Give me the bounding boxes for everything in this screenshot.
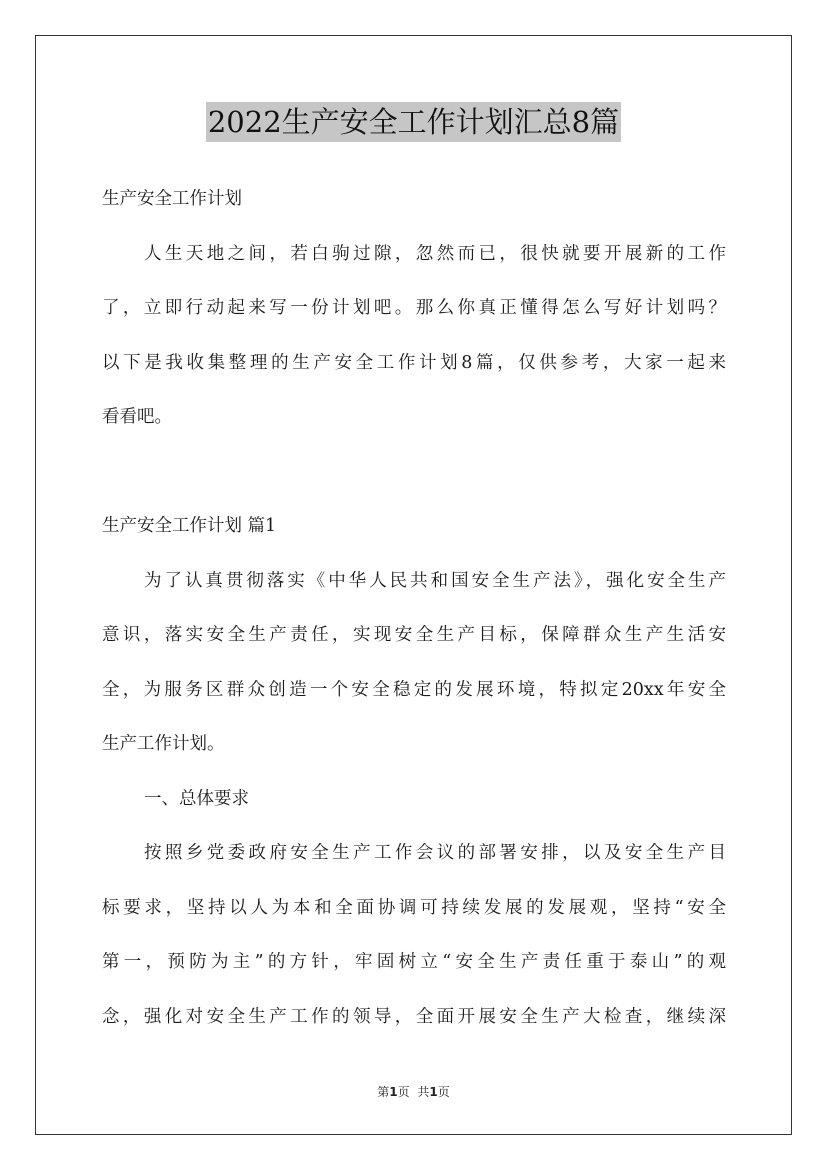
intro-line-4: 看看吧。 [102, 407, 172, 427]
footer-page-number: 1 [389, 1085, 398, 1099]
intro-line-3: 以下是我收集整理的生产安全工作计划8篇，仅供参考，大家一起来 [102, 352, 726, 373]
footer-total-number: 1 [429, 1085, 438, 1099]
article1-para2-line-2: 标要求，坚持以人为本和全面协调可持续发展的发展观，坚持“安全 [102, 897, 726, 918]
article1-para2-line-3: 第一，预防为主”的方针，牢固树立“安全生产责任重于泰山”的观 [102, 952, 726, 972]
document-body [102, 172, 726, 1044]
footer-page-prefix: 第 [377, 1085, 390, 1099]
title-container [0, 102, 827, 142]
section-heading: 生产安全工作计划 [102, 189, 242, 209]
article1-para1-line-3: 全，为服务区群众创造一个安全稳定的发展环境，特拟定20xx年安全 [102, 679, 726, 700]
article1-para2-line-4: 念，强化对安全生产工作的领导，全面开展安全生产大检查，继续深 [102, 1006, 726, 1027]
article1-para1-line-2: 意识，落实安全生产责任，实现安全生产目标，保障群众生产生活安 [102, 625, 726, 645]
footer-page-suffix: 页 [397, 1085, 410, 1099]
article1-para1-line-1: 为了认真贯彻落实《中华人民共和国安全生产法》，强化安全生产 [144, 570, 726, 591]
article1-heading: 生产安全工作计划 篇1 [102, 516, 277, 536]
article1-para1-line-4: 生产工作计划。 [102, 734, 225, 754]
document-title: 2022生产安全工作计划汇总8篇 [206, 102, 621, 142]
paragraph-spacer [102, 445, 726, 500]
subheading-general-requirements: 一、总体要求 [144, 788, 249, 809]
footer-total-suffix: 页 [437, 1085, 450, 1099]
footer-total-prefix: 共 [417, 1085, 430, 1099]
page-footer [0, 1083, 827, 1100]
intro-line-2: 了，立即行动起来写一份计划吧。那么你真正懂得怎么写好计划吗？ [102, 298, 726, 318]
intro-line-1: 人生天地之间，若白驹过隙，忽然而已，很快就要开展新的工作 [144, 243, 726, 264]
article1-para2-line-1: 按照乡党委政府安全生产工作会议的部署安排，以及安全生产目 [144, 843, 726, 863]
